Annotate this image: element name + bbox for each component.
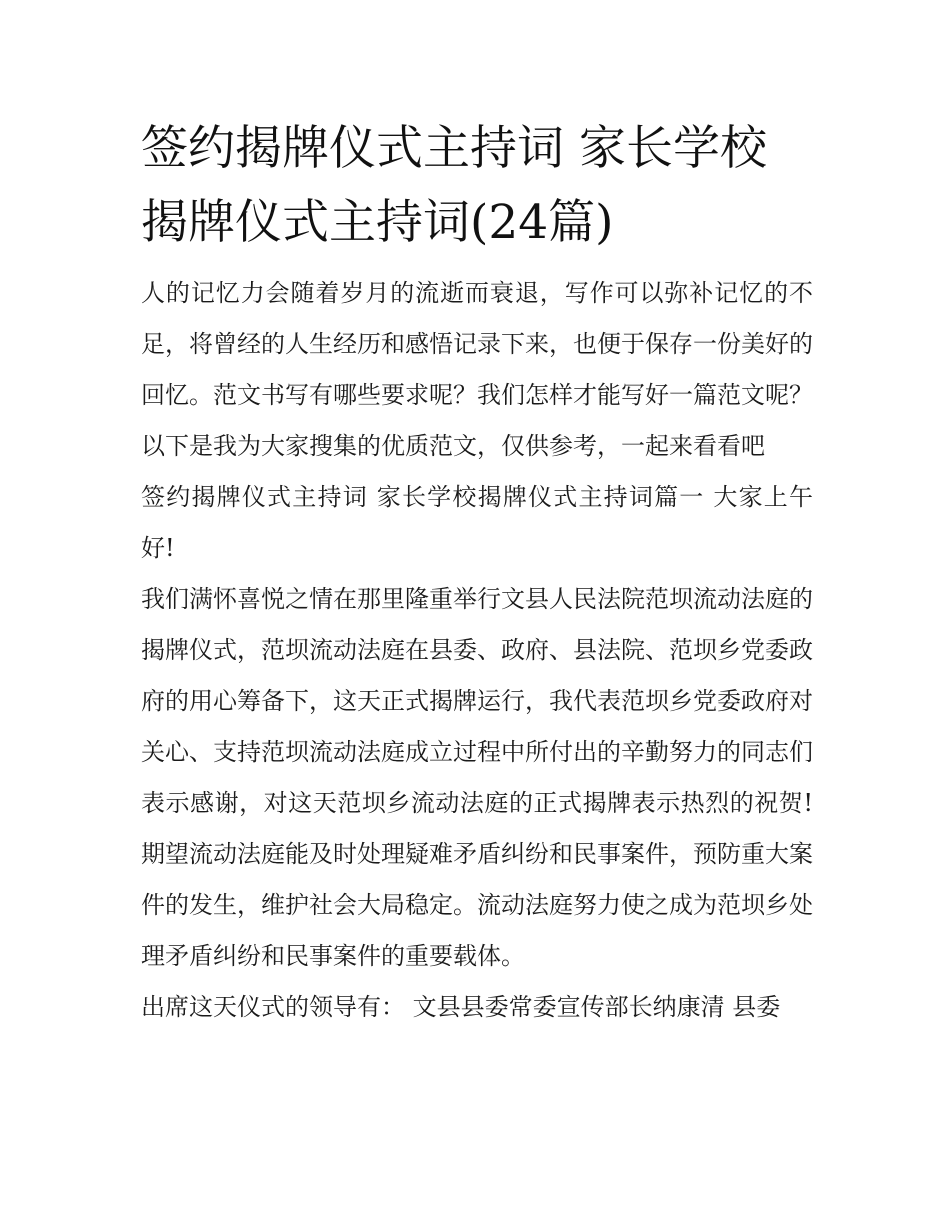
document-title: 签约揭牌仪式主持词 家长学校揭牌仪式主持词(24篇) <box>141 121 767 250</box>
attendees-paragraph: 出席这天仪式的领导有： 文县县委常委宣传部长纳康清 县委 <box>141 993 781 1021</box>
intro-paragraph: 人的记忆力会随着岁月的流逝而衰退，写作可以弥补记忆的不足，将曾经的人生经历和感悟记录下来，也便于保存一份美好的回忆。范文书写有哪些要求呢？我们怎样才能写好一篇范文呢？以下是我为大家搜集的优质范文，仅供参考，一起来看看吧 <box>141 279 813 460</box>
section-heading-paragraph: 签约揭牌仪式主持词 家长学校揭牌仪式主持词篇一 大家上午好! <box>141 483 813 562</box>
body-paragraph: 我们满怀喜悦之情在那里隆重举行文县人民法院范坝流动法庭的揭牌仪式，范坝流动法庭在县委、政府、县法院、范坝乡党委政府的用心筹备下，这天正式揭牌运行，我代表范坝乡党委政府对关心、支持范坝流动法庭成立过程中所付出的辛勤努力的同志们表示感谢，对这天范坝乡流动法庭的正式揭牌表示热烈的祝贺!期望流动法庭能及时处理疑难矛盾纠纷和民事案件，预防重大案件的发生，维护社会大局稳定。流动法庭努力使之成为范坝乡处理矛盾纠纷和民事案件的重要载体。 <box>141 585 813 970</box>
document-body <box>141 112 813 1033</box>
